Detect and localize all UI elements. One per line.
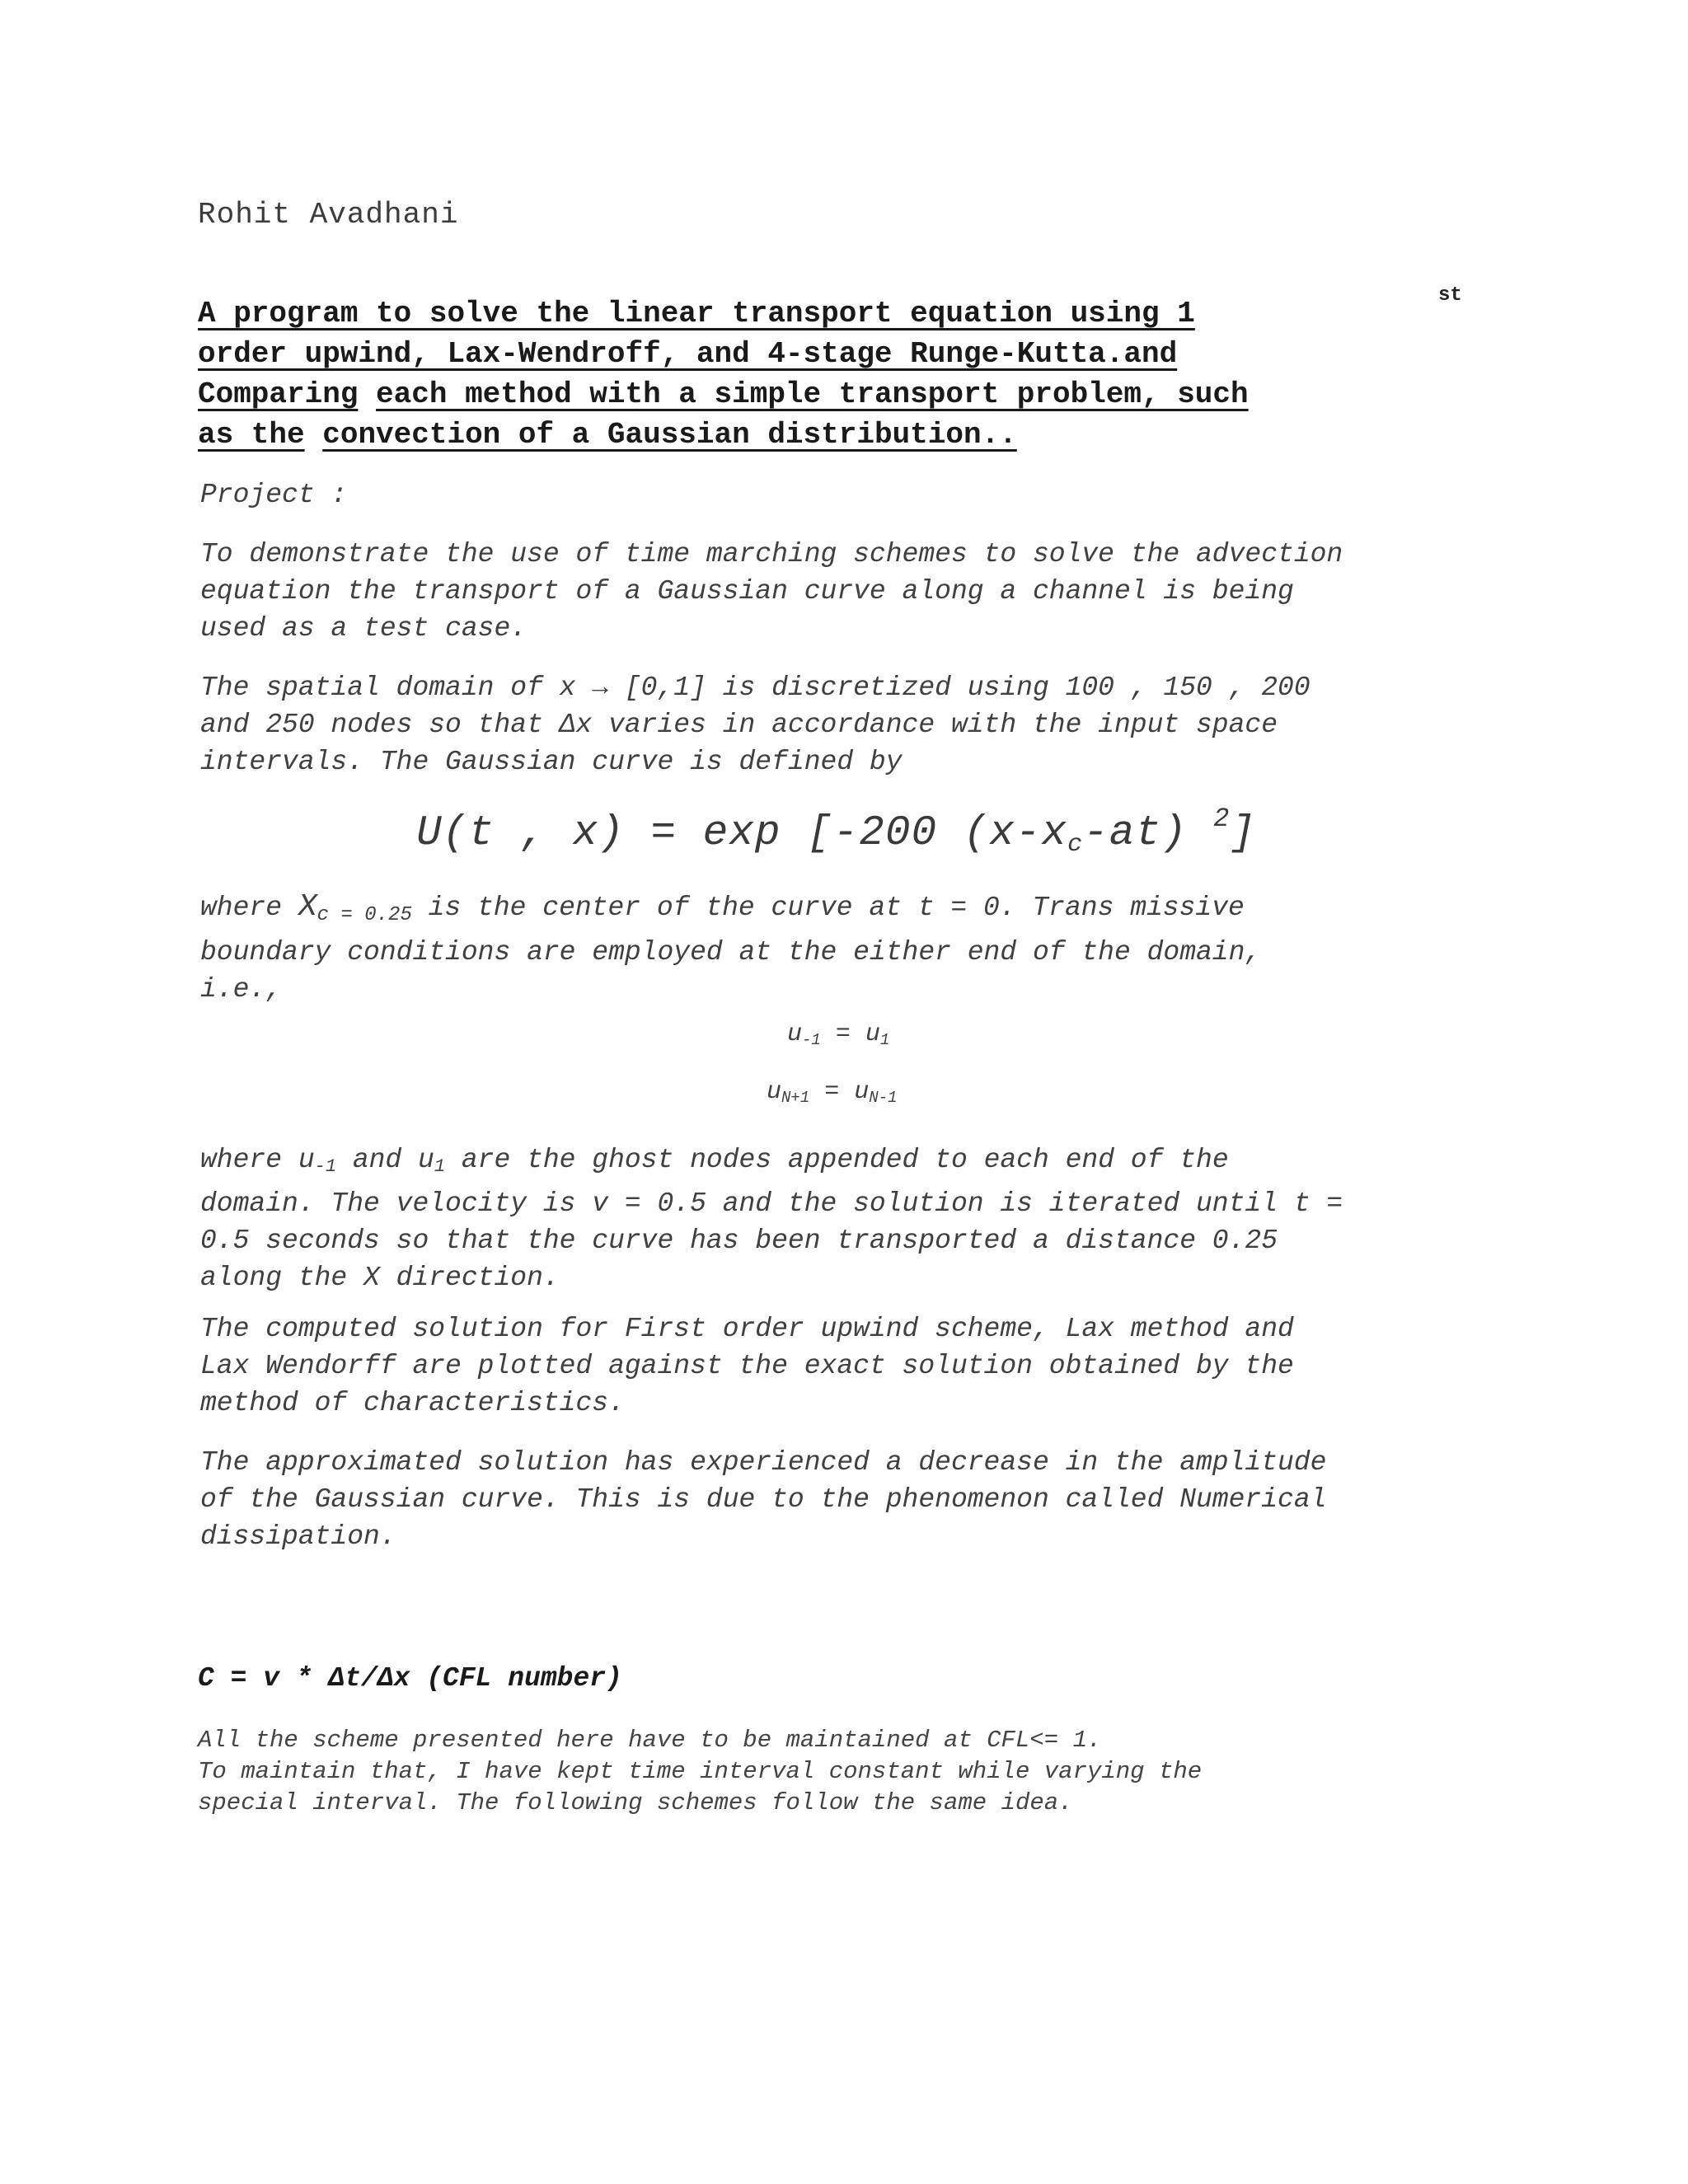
project-label: Project : bbox=[200, 480, 348, 510]
paragraph-ghost-nodes: where $u_{-1}$ and $u_1$ are the ghost nodes appended to each end of the domain. The velocity is v = 0.5 and the solution is iterated until t = 0.5 seconds so that the curve has been transported a distance 0.25 along the X direction. bbox=[200, 1145, 1343, 1293]
title-line-1: A program to solve the linear transport equation using 1 bbox=[198, 297, 1195, 330]
paragraph-boundary: where $X_{c = 0.25}$ is the center of the curve at t = 0. Trans missive boundary conditions are employed at the either end of the domain, i.e., bbox=[200, 889, 1262, 1005]
boundary-condition-right: $u_{N+1} = u_{N-1}$ bbox=[767, 1078, 898, 1107]
paragraph-comparison: The computed solution for First order upwind scheme, Lax method and Lax Wendorff are plotted against the exact solution obtained by the method of characteristics. bbox=[200, 1314, 1294, 1418]
title-line-3: Comparing each method with a simple transport problem, such bbox=[198, 377, 1249, 411]
paragraph-domain: The spatial domain of x → [0,1] is discretized using 100 , 150 , 200 and 250 nodes so that Δx varies in accordance with the input space intervals. The Gaussian curve is defined by bbox=[200, 673, 1311, 777]
author-name: Rohit Avadhani bbox=[198, 198, 459, 232]
document-title bbox=[198, 293, 1249, 455]
cfl-note: All the scheme presented here have to be maintained at CFL<= 1. To maintain that, I have kept time interval constant while varying the special interval. The following schemes follow the same idea. bbox=[198, 1727, 1203, 1816]
paragraph-intro: To demonstrate the use of time marching schemes to solve the advection equation the transport of a Gaussian curve along a channel is being used as a test case. bbox=[200, 539, 1343, 644]
cfl-definition: C = v * Δt/Δx (CFL number) bbox=[198, 1663, 622, 1694]
title-superscript: st bbox=[1438, 284, 1462, 307]
title-line-2: order upwind, Lax-Wendroff, and 4-stage Runge-Kutta.and bbox=[198, 337, 1178, 371]
paragraph-dissipation: The approximated solution has experienced a decrease in the amplitude of the Gaussian curve. This is due to the phenomenon called Numerical dissipation. bbox=[200, 1447, 1327, 1552]
boundary-condition-left: $u_{-1} = u_1$ bbox=[787, 1020, 890, 1049]
gaussian-equation: U(t , x) = exp [-200 $(x-x_c-at)$ $^2$] bbox=[416, 804, 1256, 859]
title-line-4: as the convection of a Gaussian distribution.. bbox=[198, 418, 1017, 452]
